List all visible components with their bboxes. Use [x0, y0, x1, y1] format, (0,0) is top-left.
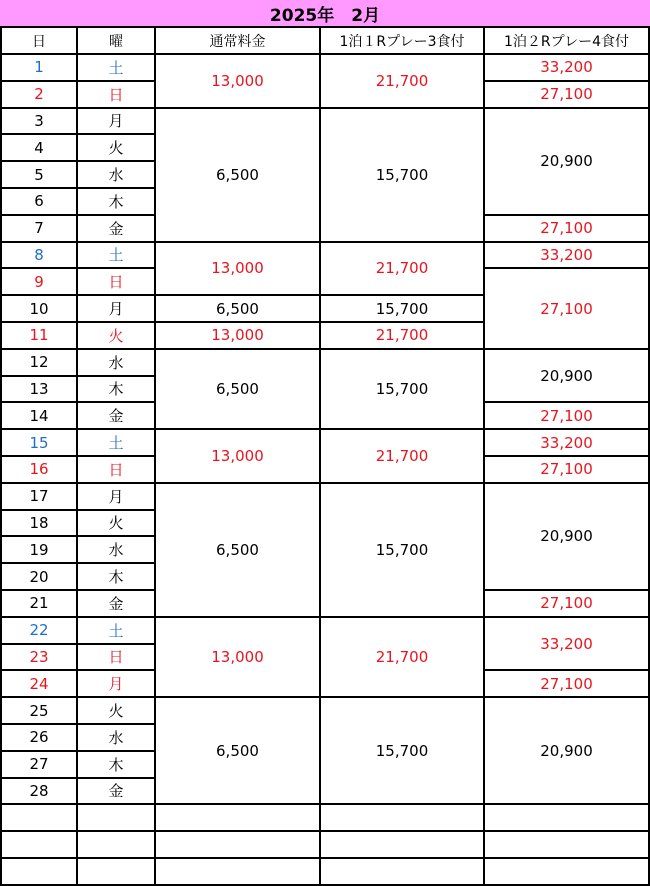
price-cell	[484, 858, 649, 885]
day-cell: 24	[1, 670, 77, 697]
price-cell	[155, 858, 320, 885]
row-border	[0, 777, 156, 779]
column-border	[0, 27, 2, 885]
segment-border	[483, 830, 650, 832]
price-cell	[484, 804, 649, 831]
row-border	[0, 616, 156, 618]
price-cell: 20,900	[484, 697, 649, 804]
price-cell: 13,000	[155, 617, 320, 697]
row-border	[0, 348, 156, 350]
row-border	[0, 857, 156, 859]
price-cell	[484, 831, 649, 858]
price-cell: 15,700	[320, 108, 484, 242]
weekday-cell: 木	[77, 376, 155, 403]
weekday-cell: 火	[77, 510, 155, 537]
segment-border	[483, 241, 650, 243]
day-cell: 12	[1, 349, 77, 376]
segment-border	[319, 294, 485, 296]
segment-border	[154, 348, 321, 350]
segment-border	[483, 267, 650, 269]
weekday-cell: 木	[77, 188, 155, 215]
weekday-cell: 日	[77, 644, 155, 671]
column-header: 日	[1, 27, 77, 54]
price-cell: 6,500	[155, 483, 320, 617]
weekday-cell: 土	[77, 242, 155, 269]
segment-border	[154, 241, 321, 243]
segment-border	[483, 696, 650, 698]
price-cell	[320, 858, 484, 885]
weekday-cell: 火	[77, 697, 155, 724]
day-cell: 27	[1, 751, 77, 778]
price-cell: 6,500	[155, 697, 320, 804]
segment-border	[483, 455, 650, 457]
segment-border	[154, 803, 321, 805]
weekday-cell	[77, 858, 155, 885]
weekday-cell: 土	[77, 429, 155, 456]
price-cell: 27,100	[484, 590, 649, 617]
segment-border	[319, 803, 485, 805]
row-border	[0, 830, 156, 832]
price-cell: 27,100	[484, 456, 649, 483]
segment-border	[154, 107, 321, 109]
weekday-cell	[77, 804, 155, 831]
segment-border	[319, 884, 485, 886]
row-border	[0, 133, 156, 135]
row-border	[0, 80, 156, 82]
segment-border	[483, 857, 650, 859]
price-cell: 33,200	[484, 54, 649, 81]
row-border	[0, 214, 156, 216]
price-cell: 13,000	[155, 242, 320, 296]
row-border	[0, 696, 156, 698]
row-border	[0, 267, 156, 269]
weekday-cell: 日	[77, 456, 155, 483]
weekday-cell: 日	[77, 81, 155, 108]
weekday-cell: 月	[77, 108, 155, 135]
row-border	[0, 160, 156, 162]
segment-border	[483, 803, 650, 805]
segment-border	[483, 669, 650, 671]
day-cell: 10	[1, 295, 77, 322]
price-cell: 20,900	[484, 349, 649, 403]
day-cell: 17	[1, 483, 77, 510]
column-border	[76, 27, 78, 885]
column-border	[483, 27, 485, 885]
day-cell: 22	[1, 617, 77, 644]
weekday-cell: 月	[77, 483, 155, 510]
day-cell: 16	[1, 456, 77, 483]
price-cell: 15,700	[320, 483, 484, 617]
price-cell: 6,500	[155, 349, 320, 429]
segment-border	[154, 857, 321, 859]
weekday-cell: 月	[77, 670, 155, 697]
price-cell: 15,700	[320, 295, 484, 322]
price-cell: 20,900	[484, 483, 649, 590]
price-cell	[320, 804, 484, 831]
day-cell: 4	[1, 134, 77, 161]
weekday-cell: 水	[77, 724, 155, 751]
weekday-cell: 土	[77, 617, 155, 644]
column-header: 1泊２Rプレー4食付	[484, 27, 649, 54]
row-border	[0, 455, 156, 457]
day-cell: 20	[1, 563, 77, 590]
price-cell: 33,200	[484, 429, 649, 456]
day-cell: 1	[1, 54, 77, 81]
day-cell: 11	[1, 322, 77, 349]
price-cell: 33,200	[484, 617, 649, 671]
weekday-cell: 金	[77, 402, 155, 429]
segment-border	[319, 107, 485, 109]
price-cell: 15,700	[320, 349, 484, 429]
price-cell: 20,900	[484, 108, 649, 215]
segment-border	[483, 884, 650, 886]
weekday-cell: 火	[77, 134, 155, 161]
price-cell: 27,100	[484, 215, 649, 242]
segment-border	[154, 294, 321, 296]
segment-border	[154, 482, 321, 484]
segment-border	[483, 80, 650, 82]
header-border	[0, 53, 650, 55]
row-border	[0, 428, 156, 430]
segment-border	[483, 348, 650, 350]
price-cell: 27,100	[484, 268, 649, 348]
day-cell: 15	[1, 429, 77, 456]
day-cell: 8	[1, 242, 77, 269]
weekday-cell: 木	[77, 751, 155, 778]
price-cell: 13,000	[155, 429, 320, 483]
row-border	[0, 187, 156, 189]
segment-border	[319, 482, 485, 484]
row-border	[0, 803, 156, 805]
price-cell: 27,100	[484, 81, 649, 108]
price-cell: 21,700	[320, 242, 484, 296]
price-cell: 33,200	[484, 242, 649, 269]
segment-border	[319, 428, 485, 430]
weekday-cell: 水	[77, 536, 155, 563]
segment-border	[319, 696, 485, 698]
weekday-cell: 金	[77, 778, 155, 805]
day-cell	[1, 858, 77, 885]
segment-border	[483, 401, 650, 403]
segment-border	[154, 321, 321, 323]
segment-border	[319, 348, 485, 350]
segment-border	[483, 214, 650, 216]
day-cell	[1, 804, 77, 831]
segment-border	[154, 830, 321, 832]
day-cell: 3	[1, 108, 77, 135]
segment-border	[319, 857, 485, 859]
day-cell: 14	[1, 402, 77, 429]
row-border	[0, 723, 156, 725]
row-border	[0, 750, 156, 752]
weekday-cell: 金	[77, 215, 155, 242]
weekday-cell: 水	[77, 349, 155, 376]
price-cell: 21,700	[320, 54, 484, 108]
day-cell: 19	[1, 536, 77, 563]
table-border-top	[0, 26, 650, 28]
day-cell: 23	[1, 644, 77, 671]
day-cell: 9	[1, 268, 77, 295]
segment-border	[319, 321, 485, 323]
column-border	[154, 27, 156, 885]
weekday-cell: 日	[77, 268, 155, 295]
price-cell	[155, 804, 320, 831]
day-cell	[1, 831, 77, 858]
day-cell: 28	[1, 778, 77, 805]
row-border	[0, 562, 156, 564]
day-cell: 2	[1, 81, 77, 108]
segment-border	[154, 884, 321, 886]
column-header: 曜	[77, 27, 155, 54]
weekday-cell	[77, 831, 155, 858]
price-cell: 27,100	[484, 402, 649, 429]
day-cell: 6	[1, 188, 77, 215]
row-border	[0, 241, 156, 243]
price-cell: 21,700	[320, 322, 484, 349]
price-cell: 21,700	[320, 617, 484, 697]
price-cell: 27,100	[484, 670, 649, 697]
row-border	[0, 589, 156, 591]
row-border	[0, 884, 156, 886]
price-cell: 13,000	[155, 54, 320, 108]
segment-border	[483, 616, 650, 618]
segment-border	[483, 589, 650, 591]
row-border	[0, 643, 156, 645]
price-cell: 15,700	[320, 697, 484, 804]
segment-border	[319, 241, 485, 243]
row-border	[0, 669, 156, 671]
price-cell: 6,500	[155, 295, 320, 322]
segment-border	[154, 616, 321, 618]
price-cell: 21,700	[320, 429, 484, 483]
price-cell	[320, 831, 484, 858]
column-header: 通常料金	[155, 27, 320, 54]
column-border	[319, 27, 321, 885]
row-border	[0, 321, 156, 323]
weekday-cell: 火	[77, 322, 155, 349]
segment-border	[319, 830, 485, 832]
column-header: 1泊１Rプレー3食付	[320, 27, 484, 54]
segment-border	[154, 428, 321, 430]
day-cell: 25	[1, 697, 77, 724]
segment-border	[483, 482, 650, 484]
day-cell: 18	[1, 510, 77, 537]
row-border	[0, 509, 156, 511]
day-cell: 26	[1, 724, 77, 751]
weekday-cell: 土	[77, 54, 155, 81]
row-border	[0, 107, 156, 109]
row-border	[0, 535, 156, 537]
segment-border	[483, 428, 650, 430]
day-cell: 5	[1, 161, 77, 188]
day-cell: 7	[1, 215, 77, 242]
weekday-cell: 月	[77, 295, 155, 322]
weekday-cell: 木	[77, 563, 155, 590]
price-cell	[155, 831, 320, 858]
price-cell: 6,500	[155, 108, 320, 242]
page-title: 2025年 2月	[0, 0, 650, 27]
row-border	[0, 401, 156, 403]
segment-border	[483, 107, 650, 109]
segment-border	[154, 696, 321, 698]
row-border	[0, 482, 156, 484]
row-border	[0, 294, 156, 296]
day-cell: 13	[1, 376, 77, 403]
segment-border	[319, 616, 485, 618]
price-cell: 13,000	[155, 322, 320, 349]
day-cell: 21	[1, 590, 77, 617]
weekday-cell: 水	[77, 161, 155, 188]
row-border	[0, 375, 156, 377]
weekday-cell: 金	[77, 590, 155, 617]
